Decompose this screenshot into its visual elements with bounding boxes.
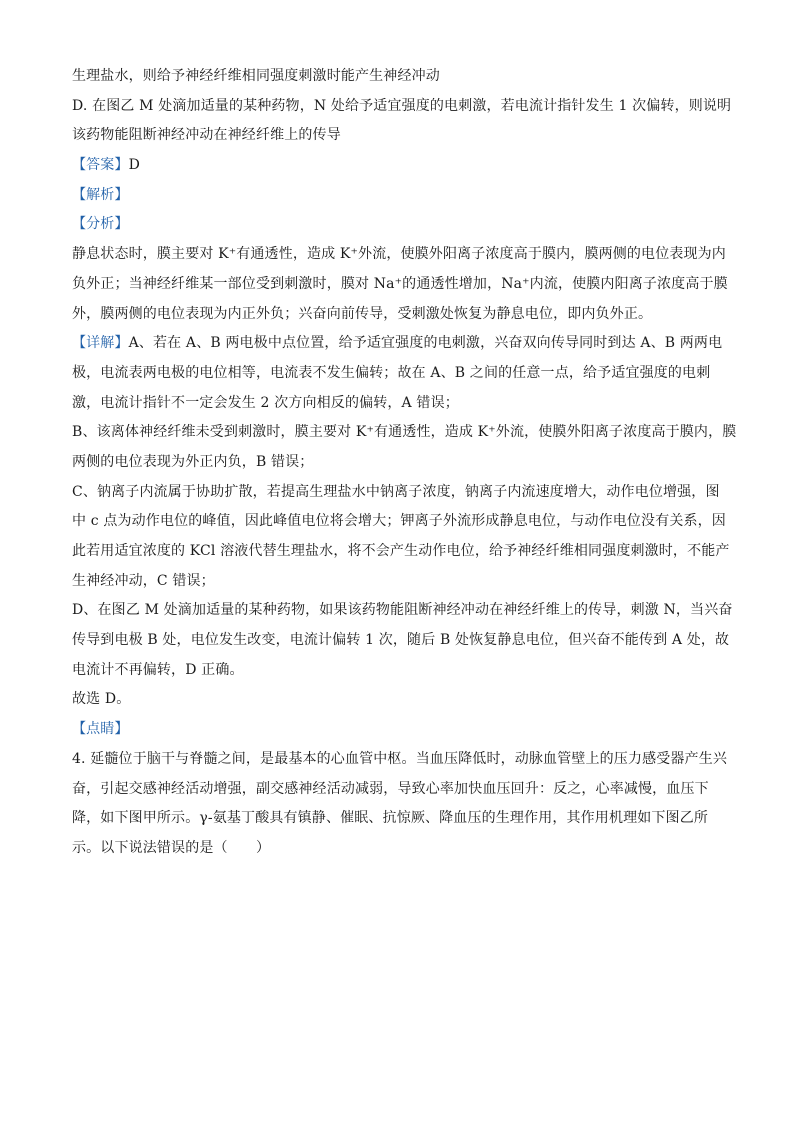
text-line: 极，电流表两电极的电位相等，电流表不发生偏转；故在 A、B 之间的任意一点，给予适宜强度的电刺 <box>72 364 711 381</box>
section-label-text: D <box>128 157 140 174</box>
section-label: 点睛 <box>86 721 115 738</box>
text-line: 两侧的电位表现为外正内负，B 错误； <box>72 453 314 470</box>
bracket-close: 】 <box>114 186 129 203</box>
section-label: 解析 <box>86 186 115 203</box>
bracket-open: 【 <box>72 721 87 738</box>
section-label-text: A、若在 A、B 两电极中点位置，给予适宜强度的电刺激，兴奋双向传导同时到达 A、B 两两电 <box>128 335 723 352</box>
section-label-line <box>72 210 722 240</box>
text-line: 该药物能阻断神经冲动在神经纤维上的传导 <box>72 127 341 144</box>
text-line: D. 在图乙 M 处滴加适量的某种药物，N 处给予适宜强度的电刺激，若电流计指针发生 1 次偏转，则说明 <box>72 97 732 114</box>
section-label-line <box>72 151 722 181</box>
text-line: C、钠离子内流属于协助扩散，若提高生理盐水中钠离子浓度，钠离子内流速度增大，动作电位增强，图 <box>72 483 720 500</box>
section-label: 详解 <box>86 335 115 352</box>
section-label-line <box>72 181 722 211</box>
text-line: 降，如下图甲所示。γ-氨基丁酸具有镇静、催眠、抗惊厥、降血压的生理作用，其作用机理如下图乙所 <box>72 810 708 827</box>
document-page <box>72 62 737 864</box>
text-line: D、在图乙 M 处滴加适量的某种药物，如果该药物能阻断神经冲动在神经纤维上的传导，刺激 N，当兴奋 <box>72 602 733 619</box>
text-line: 中 c 点为动作电位的峰值，因此峰值电位将会增大；钾离子外流形成静息电位，与动作电位没有关系，因 <box>72 513 726 530</box>
text-line: 激，电流计指针不一定会发生 2 次方向相反的偏转，A 错误； <box>72 394 459 411</box>
section-label-line <box>72 329 722 359</box>
text-line: 示。以下说法错误的是（ ） <box>72 839 271 856</box>
text-line: B、该离体神经纤维未受到刺激时，膜主要对 K⁺有通透性，造成 K⁺外流，使膜外阳离子浓度高于膜内，膜 <box>72 424 737 441</box>
bracket-open: 【 <box>72 335 87 352</box>
bracket-open: 【 <box>72 216 87 233</box>
bracket-close: 】 <box>114 216 129 233</box>
bracket-open: 【 <box>72 157 87 174</box>
bracket-open: 【 <box>72 186 87 203</box>
text-line: 外，膜两侧的电位表现为内正外负；兴奋向前传导，受刺激处恢复为静息电位，即内负外正。 <box>72 305 653 322</box>
section-label-line <box>72 715 722 745</box>
bracket-close: 】 <box>114 335 129 352</box>
text-line: 静息状态时，膜主要对 K⁺有通透性，造成 K⁺外流，使膜外阳离子浓度高于膜内，膜两侧的电位表现为内 <box>72 246 726 263</box>
text-line: 故选 D。 <box>72 691 131 708</box>
bracket-close: 】 <box>114 157 129 174</box>
section-label: 答案 <box>86 157 115 174</box>
section-label: 分析 <box>86 216 115 233</box>
bracket-close: 】 <box>114 721 129 738</box>
text-line: 生神经冲动，C 错误； <box>72 572 215 589</box>
text-line: 此若用适宜浓度的 KCl 溶液代替生理盐水，将不会产生动作电位，给予神经纤维相同强度刺激时，不能产 <box>72 543 730 559</box>
text-line: 4. 延髓位于脑干与脊髓之间，是最基本的心血管中枢。当血压降低时，动脉血管壁上的压力感受器产生兴 <box>72 750 728 767</box>
text-line: 生理盐水，则给予神经纤维相同强度刺激时能产生神经冲动 <box>72 68 440 84</box>
text-line: 奋，引起交感神经活动增强，副交感神经活动减弱，导致心率加快血压回升：反之，心率减慢，血压下 <box>72 780 709 797</box>
text-line: 电流计不再偏转，D 正确。 <box>72 661 244 678</box>
text-line: 负外正；当神经纤维某一部位受到刺激时，膜对 Na⁺的通透性增加，Na⁺内流，使膜内阳离子浓度高于膜 <box>72 275 728 292</box>
text-line: 传导到电极 B 处，电位发生改变，电流计偏转 1 次，随后 B 处恢复静息电位，但兴奋不能传到 A 处，故 <box>72 632 730 649</box>
